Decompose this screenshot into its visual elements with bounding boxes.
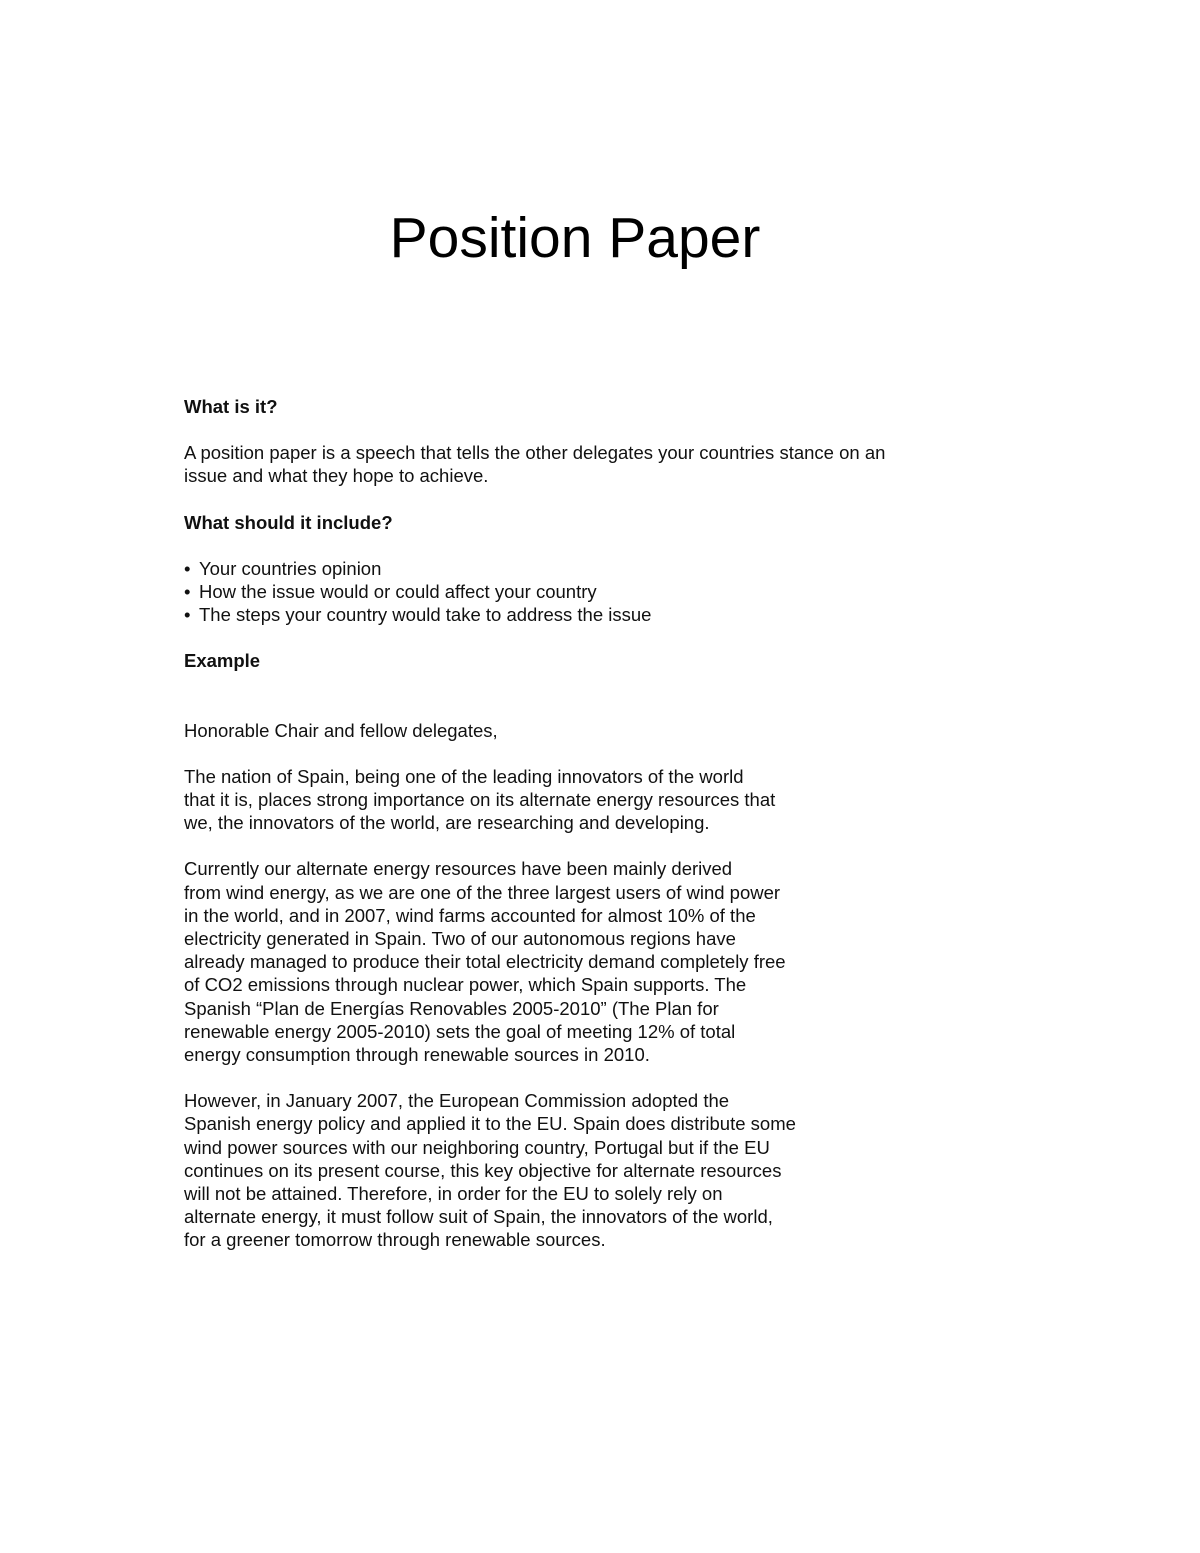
include-bullet-list [184, 557, 964, 627]
letter-paragraph-2 [184, 857, 964, 1066]
text-line: renewable energy 2005-2010) sets the goal of meeting 12% of total [184, 1020, 736, 1042]
text-line: issue and what they hope to achieve. [184, 465, 489, 487]
letter-paragraph-3 [184, 1089, 964, 1251]
document-body [184, 395, 964, 1252]
text-line: However, in January 2007, the European Commission adopted the [184, 1090, 730, 1112]
page-title: Position Paper [389, 206, 761, 270]
text-line: already managed to produce their total electricity demand completely free [184, 951, 786, 973]
text-line: Currently our alternate energy resources have been mainly derived [184, 858, 733, 880]
text-line: that it is, places strong importance on its alternate energy resources that [184, 789, 776, 811]
text-line: electricity generated in Spain. Two of our autonomous regions have [184, 928, 736, 950]
section-heading-what-is-it: What is it? [184, 396, 278, 417]
bullet-icon: • [184, 581, 191, 603]
text-line: of CO2 emissions through nuclear power, which Spain supports. The [184, 974, 747, 996]
text-line: for a greener tomorrow through renewable sources. [184, 1229, 606, 1251]
list-item-text: The steps your country would take to address the issue [199, 604, 652, 626]
text-line: continues on its present course, this key objective for alternate resources [184, 1159, 782, 1181]
list-item [184, 580, 964, 603]
section-heading-example: Example [184, 650, 261, 672]
text-line: A position paper is a speech that tells the other delegates your countries stance on an [184, 442, 886, 464]
text-line: Spanish energy policy and applied it to the EU. Spain does distribute some [184, 1113, 796, 1135]
bullet-icon: • [184, 604, 191, 626]
text-line: from wind energy, as we are one of the three largest users of wind power [184, 881, 781, 903]
letter-paragraph-1 [184, 765, 964, 835]
definition-paragraph [184, 441, 964, 487]
text-line: alternate energy, it must follow suit of Spain, the innovators of the world, [184, 1206, 773, 1228]
list-item-text: How the issue would or could affect your country [199, 581, 597, 603]
list-item [184, 603, 964, 626]
text-line: wind power sources with our neighboring country, Portugal but if the EU [184, 1136, 770, 1158]
list-item-text: Your countries opinion [199, 557, 382, 579]
text-line: The nation of Spain, being one of the leading innovators of the world [184, 765, 744, 787]
text-line: will not be attained. Therefore, in order for the EU to solely rely on [184, 1183, 723, 1205]
text-line: energy consumption through renewable sources in 2010. [184, 1044, 650, 1066]
list-item [184, 557, 964, 580]
text-line: we, the innovators of the world, are researching and developing. [184, 812, 710, 834]
section-heading-what-should-it-include: What should it include? [184, 511, 393, 533]
text-line: in the world, and in 2007, wind farms accounted for almost 10% of the [184, 904, 756, 926]
bullet-icon: • [184, 557, 191, 579]
text-line: Spanish “Plan de Energías Renovables 2005-2010” (The Plan for [184, 997, 719, 1019]
letter-salutation: Honorable Chair and fellow delegates, [184, 719, 498, 741]
